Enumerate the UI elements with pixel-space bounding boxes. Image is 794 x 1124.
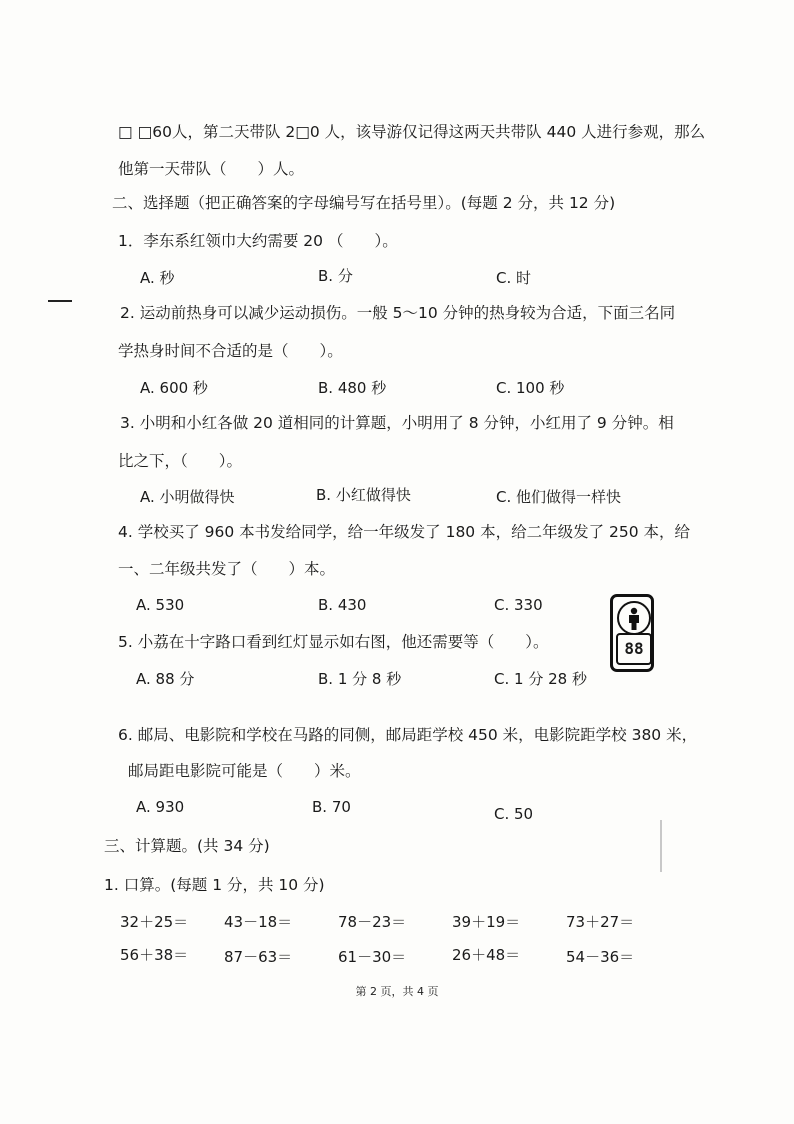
calc-r1-c1: 32＋25＝ bbox=[120, 913, 189, 931]
q2-text-line-1: 2. 运动前热身可以减少运动损伤。一般 5～10 分钟的热身较为合适，下面三名同 bbox=[120, 304, 676, 322]
page-footer: 第 2 页，共 4 页 bbox=[355, 985, 439, 998]
intro-line-2: 他第一天带队（ ）人。 bbox=[118, 160, 305, 178]
q3-option-c: C. 他们做得一样快 bbox=[496, 488, 622, 506]
calc-r1-c3: 78－23＝ bbox=[338, 913, 407, 931]
section3-heading: 三、计算题。(共 34 分) bbox=[104, 837, 270, 855]
calc-r2-c3: 61－30＝ bbox=[338, 948, 407, 966]
q5-option-a: A. 88 分 bbox=[136, 670, 195, 688]
q6-text-line-2: 邮局距电影院可能是（ ）米。 bbox=[128, 762, 361, 780]
section2-heading: 二、选择题（把正确答案的字母编号写在括号里）。(每题 2 分，共 12 分) bbox=[112, 194, 616, 212]
q4-text-line-2: 一、二年级共发了（ ）本。 bbox=[118, 560, 336, 578]
countdown-display: 88 bbox=[616, 633, 652, 665]
traffic-light-figure bbox=[610, 594, 654, 672]
q6-text-line-1: 6. 邮局、电影院和学校在马路的同侧，邮局距学校 450 米，电影院距学校 380 米， bbox=[118, 726, 698, 744]
calc-r2-c1: 56＋38＝ bbox=[120, 946, 189, 964]
q4-option-a: A. 530 bbox=[136, 596, 185, 614]
q5-text: 5. 小荔在十字路口看到红灯显示如右图，他还需要等（ ）。 bbox=[118, 633, 549, 651]
q2-option-b: B. 480 秒 bbox=[318, 379, 387, 397]
intro-line-1: □ □60人，第二天带队 2□0 人，该导游仅记得这两天共带队 440 人进行参观，那么 bbox=[118, 123, 706, 141]
q4-option-b: B. 430 bbox=[318, 596, 367, 614]
q2-text-line-2: 学热身时间不合适的是（ ）。 bbox=[118, 342, 343, 360]
q3-text-line-2: 比之下，（ ）。 bbox=[118, 452, 243, 470]
pedestrian-icon bbox=[617, 601, 651, 635]
section3-sub1: 1. 口算。(每题 1 分，共 10 分) bbox=[104, 876, 325, 894]
calc-r1-c4: 39＋19＝ bbox=[452, 913, 521, 931]
q3-option-a: A. 小明做得快 bbox=[140, 488, 235, 506]
scan-artifact bbox=[660, 820, 662, 872]
q1-option-b: B. 分 bbox=[318, 267, 353, 285]
q1-option-c: C. 时 bbox=[496, 269, 532, 287]
q6-option-a: A. 930 bbox=[136, 798, 185, 816]
q3-option-b: B. 小红做得快 bbox=[316, 486, 411, 504]
q5-option-c: C. 1 分 28 秒 bbox=[494, 670, 587, 688]
q4-text-line-1: 4. 学校买了 960 本书发给同学，给一年级发了 180 本，给二年级发了 250 本，给 bbox=[118, 523, 691, 541]
calc-r1-c2: 43－18＝ bbox=[224, 913, 293, 931]
q2-option-a: A. 600 秒 bbox=[140, 379, 208, 397]
q5-option-b: B. 1 分 8 秒 bbox=[318, 670, 402, 688]
q4-option-c: C. 330 bbox=[494, 596, 543, 614]
calc-r2-c5: 54－36＝ bbox=[566, 948, 635, 966]
q1-text: 1．李东系红领巾大约需要 20 （ ）。 bbox=[118, 232, 398, 250]
q3-text-line-1: 3. 小明和小红各做 20 道相同的计算题，小明用了 8 分钟，小红用了 9 分钟。相 bbox=[120, 414, 674, 432]
q6-option-b: B. 70 bbox=[312, 798, 351, 816]
calc-r2-c2: 87－63＝ bbox=[224, 948, 293, 966]
calc-r1-c5: 73＋27＝ bbox=[566, 913, 635, 931]
q2-option-c: C. 100 秒 bbox=[496, 379, 565, 397]
calc-r2-c4: 26＋48＝ bbox=[452, 946, 521, 964]
q6-option-c: C. 50 bbox=[494, 805, 534, 823]
margin-mark bbox=[48, 300, 72, 302]
q1-option-a: A. 秒 bbox=[140, 269, 175, 287]
